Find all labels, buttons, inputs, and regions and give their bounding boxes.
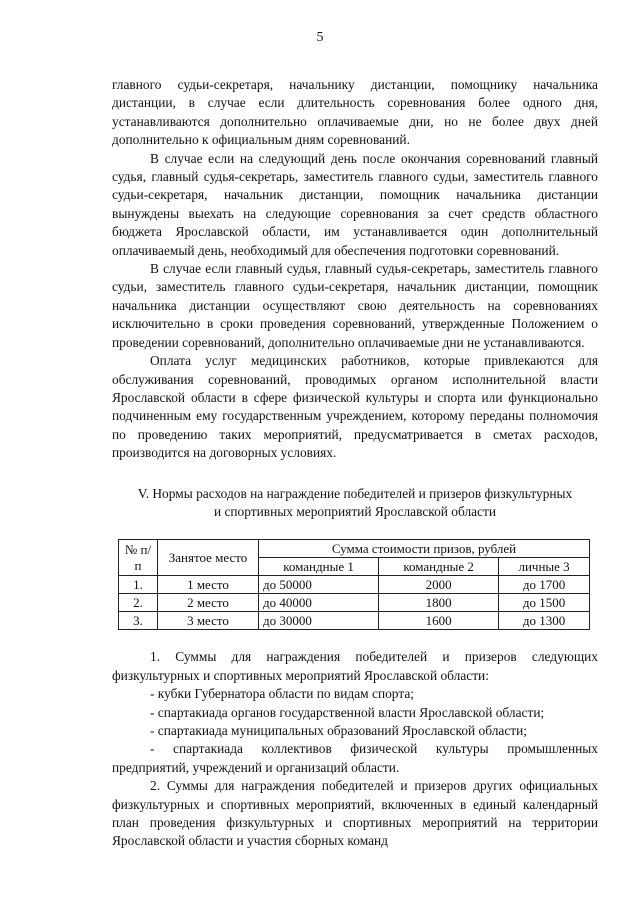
table-row <box>119 594 590 612</box>
header-personal3: личные 3 <box>499 558 590 576</box>
cell-team2: 1600 <box>379 612 499 630</box>
paragraph-item-2: 2. Суммы для награждения победителей и призеров других официальных физкультурных и спортивных мероприятий, включенных в единый календарный план проведения физкультурных и спортивных мероприятий на территории Ярославской области и участия сборных команд <box>112 778 598 849</box>
section-heading-line2: и спортивных мероприятий Ярославской области <box>213 503 497 519</box>
cell-number: 1. <box>119 576 158 594</box>
cell-team2: 1800 <box>379 594 499 612</box>
table-header-row <box>119 540 590 558</box>
cell-team1: до 50000 <box>259 576 379 594</box>
table-row <box>119 612 590 630</box>
header-number: № п/п <box>119 540 158 576</box>
paragraph-item-1: 1. Суммы для награждения победителей и призеров следующих физкультурных и спортивных мероприятий Ярославской области: <box>112 649 598 683</box>
cell-number: 2. <box>119 594 158 612</box>
bottom-paragraphs <box>112 648 598 850</box>
cell-personal3: до 1500 <box>499 594 590 612</box>
table-row <box>119 576 590 594</box>
paragraph-continuation: главного судьи-секретаря, начальнику дистанции, помощнику начальника дистанции, в случае если длительность соревнования более одного дня, устанавливаются дополнительно оплачиваемые дни, но не более двух дней дополнительно к официальным дням соревнований. <box>112 77 598 148</box>
cell-team1: до 30000 <box>259 612 379 630</box>
cell-number: 3. <box>119 612 158 630</box>
cell-team2: 2000 <box>379 576 499 594</box>
paragraph-extra-day: В случае если на следующий день после окончания соревнований главный судья, главный судья-секретарь, заместитель главного судьи, заместитель главного судьи-секретаря, начальник дистанции, помощник начальника дистанции вынуждены выехать на следующие соревнования за счет средств областного бюджета Ярославской области, им устанавливается один дополнительный оплачиваемый день, необходимый для обеспечения подготовки соревнований. <box>112 150 598 258</box>
list-item: - спартакиада коллективов физической культуры промышленных предприятий, учреждений и организаций области. <box>112 741 598 775</box>
header-sum: Сумма стоимости призов, рублей <box>259 540 590 558</box>
cell-place: 1 место <box>158 576 259 594</box>
list-item: - спартакиада муниципальных образований Ярославской области; <box>150 722 528 738</box>
page-number: 5 <box>316 30 324 45</box>
cell-team1: до 40000 <box>259 594 379 612</box>
cell-personal3: до 1300 <box>499 612 590 630</box>
header-team1: командные 1 <box>259 558 379 576</box>
cell-place: 2 место <box>158 594 259 612</box>
header-team2: командные 2 <box>379 558 499 576</box>
paragraph-no-extra-days: В случае если главный судья, главный судья-секретарь, заместитель главного судьи, заместитель главного судьи-секретаря, начальник дистанции, помощник начальника дистанции осуществляют свою деятельность на соревнованиях исключительно в сроки проведения соревнований, утвержденные Положением о проведении соревнований, дополнительно оплачиваемые дни не устанавливаются. <box>112 261 598 350</box>
cell-place: 3 место <box>158 612 259 630</box>
section-heading-line1: V. Нормы расходов на награждение победителей и призеров физкультурных <box>137 485 573 501</box>
header-place: Занятое место <box>158 540 259 576</box>
document-body <box>112 76 598 851</box>
prize-norms-table <box>118 539 590 630</box>
list-item: - спартакиада органов государственной власти Ярославской области; <box>150 704 545 720</box>
list-item: - кубки Губернатора области по видам спорта; <box>150 686 415 702</box>
cell-personal3: до 1700 <box>499 576 590 594</box>
paragraph-medical-workers: Оплата услуг медицинских работников, которые привлекаются для обслуживания соревнований, проводимых органом исполнительной власти Ярославской области в сфере физической культуры и спорта или функционально подчиненным ему государственным учреждением, которому переданы полномочия по проведению таких мероприятий, предусматривается в сметах расходов, производится на договорных условиях. <box>112 353 598 461</box>
section-heading <box>112 485 598 522</box>
